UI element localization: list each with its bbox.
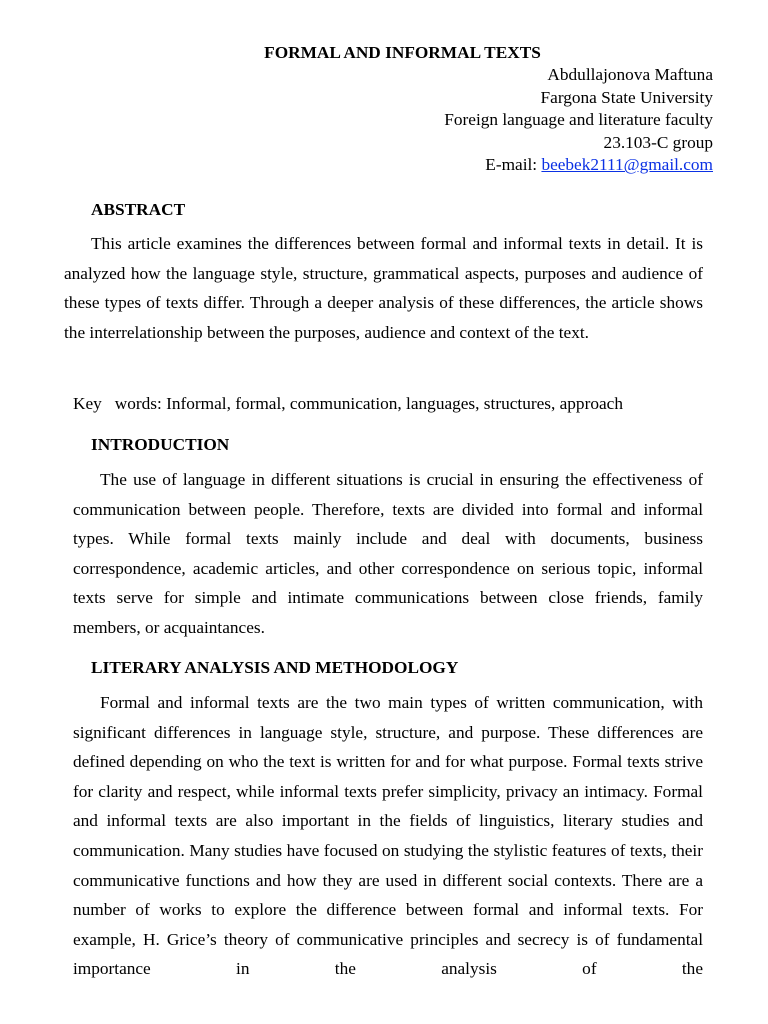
email-label: E-mail:: [485, 155, 542, 175]
keywords-line: Key words: Informal, formal, communication, languages, structures, approach: [73, 394, 623, 413]
email-link[interactable]: beebek2111@gmail.com: [541, 155, 713, 175]
literary-analysis-text: Formal and informal texts are the two main types of written communication, with significant differences in language style, structure, and purpose. These differences are defined depending on who the text is written for and for what purpose. Formal texts strive for clarity and respect, while informal texts prefer simplicity, privacy an intimacy. Formal and informal texts are also important in the fields of linguistics, literary studies and communication. Many studies have focused on studying the stylistic features of texts, their communicative functions and how they are used in different social contexts. There are a number of works to explore the difference between formal and informal texts. For example, H. Grice’s theory of communicative principles and secrecy is of fundamental importance in the analysis of the: [73, 693, 703, 979]
introduction-heading: INTRODUCTION: [91, 435, 230, 454]
abstract-heading: ABSTRACT: [91, 200, 186, 219]
literary-analysis-heading: LITERARY ANALYSIS AND METHODOLOGY: [91, 658, 459, 677]
author-university: Fargona State University: [540, 87, 713, 107]
author-group: 23.103-C group: [603, 132, 713, 152]
author-email-line: [444, 154, 713, 177]
author-name: Abdullajonova Maftuna: [547, 65, 713, 84]
abstract-text: This article examines the differences between formal and informal texts in detail. It is analyzed how the language style, structure, grammatical aspects, purposes and audience of these types of texts differ. Through a deeper analysis of these differences, the article shows the interrelationship between the purposes, audience and context of the text.: [64, 234, 703, 342]
paper-title: FORMAL AND INFORMAL TEXTS: [264, 43, 541, 62]
introduction-text: The use of language in different situations is crucial in ensuring the effectiveness of communication between people. Therefore, texts are divided into formal and informal types. While formal texts mainly include and deal with documents, business correspondence, academic articles, and other correspondence on serious topic, informal texts serve for simple and intimate communications between close friends, family members, or acquaintances.: [73, 470, 703, 637]
author-block: [444, 64, 713, 177]
author-faculty: Foreign language and literature faculty: [444, 110, 713, 130]
